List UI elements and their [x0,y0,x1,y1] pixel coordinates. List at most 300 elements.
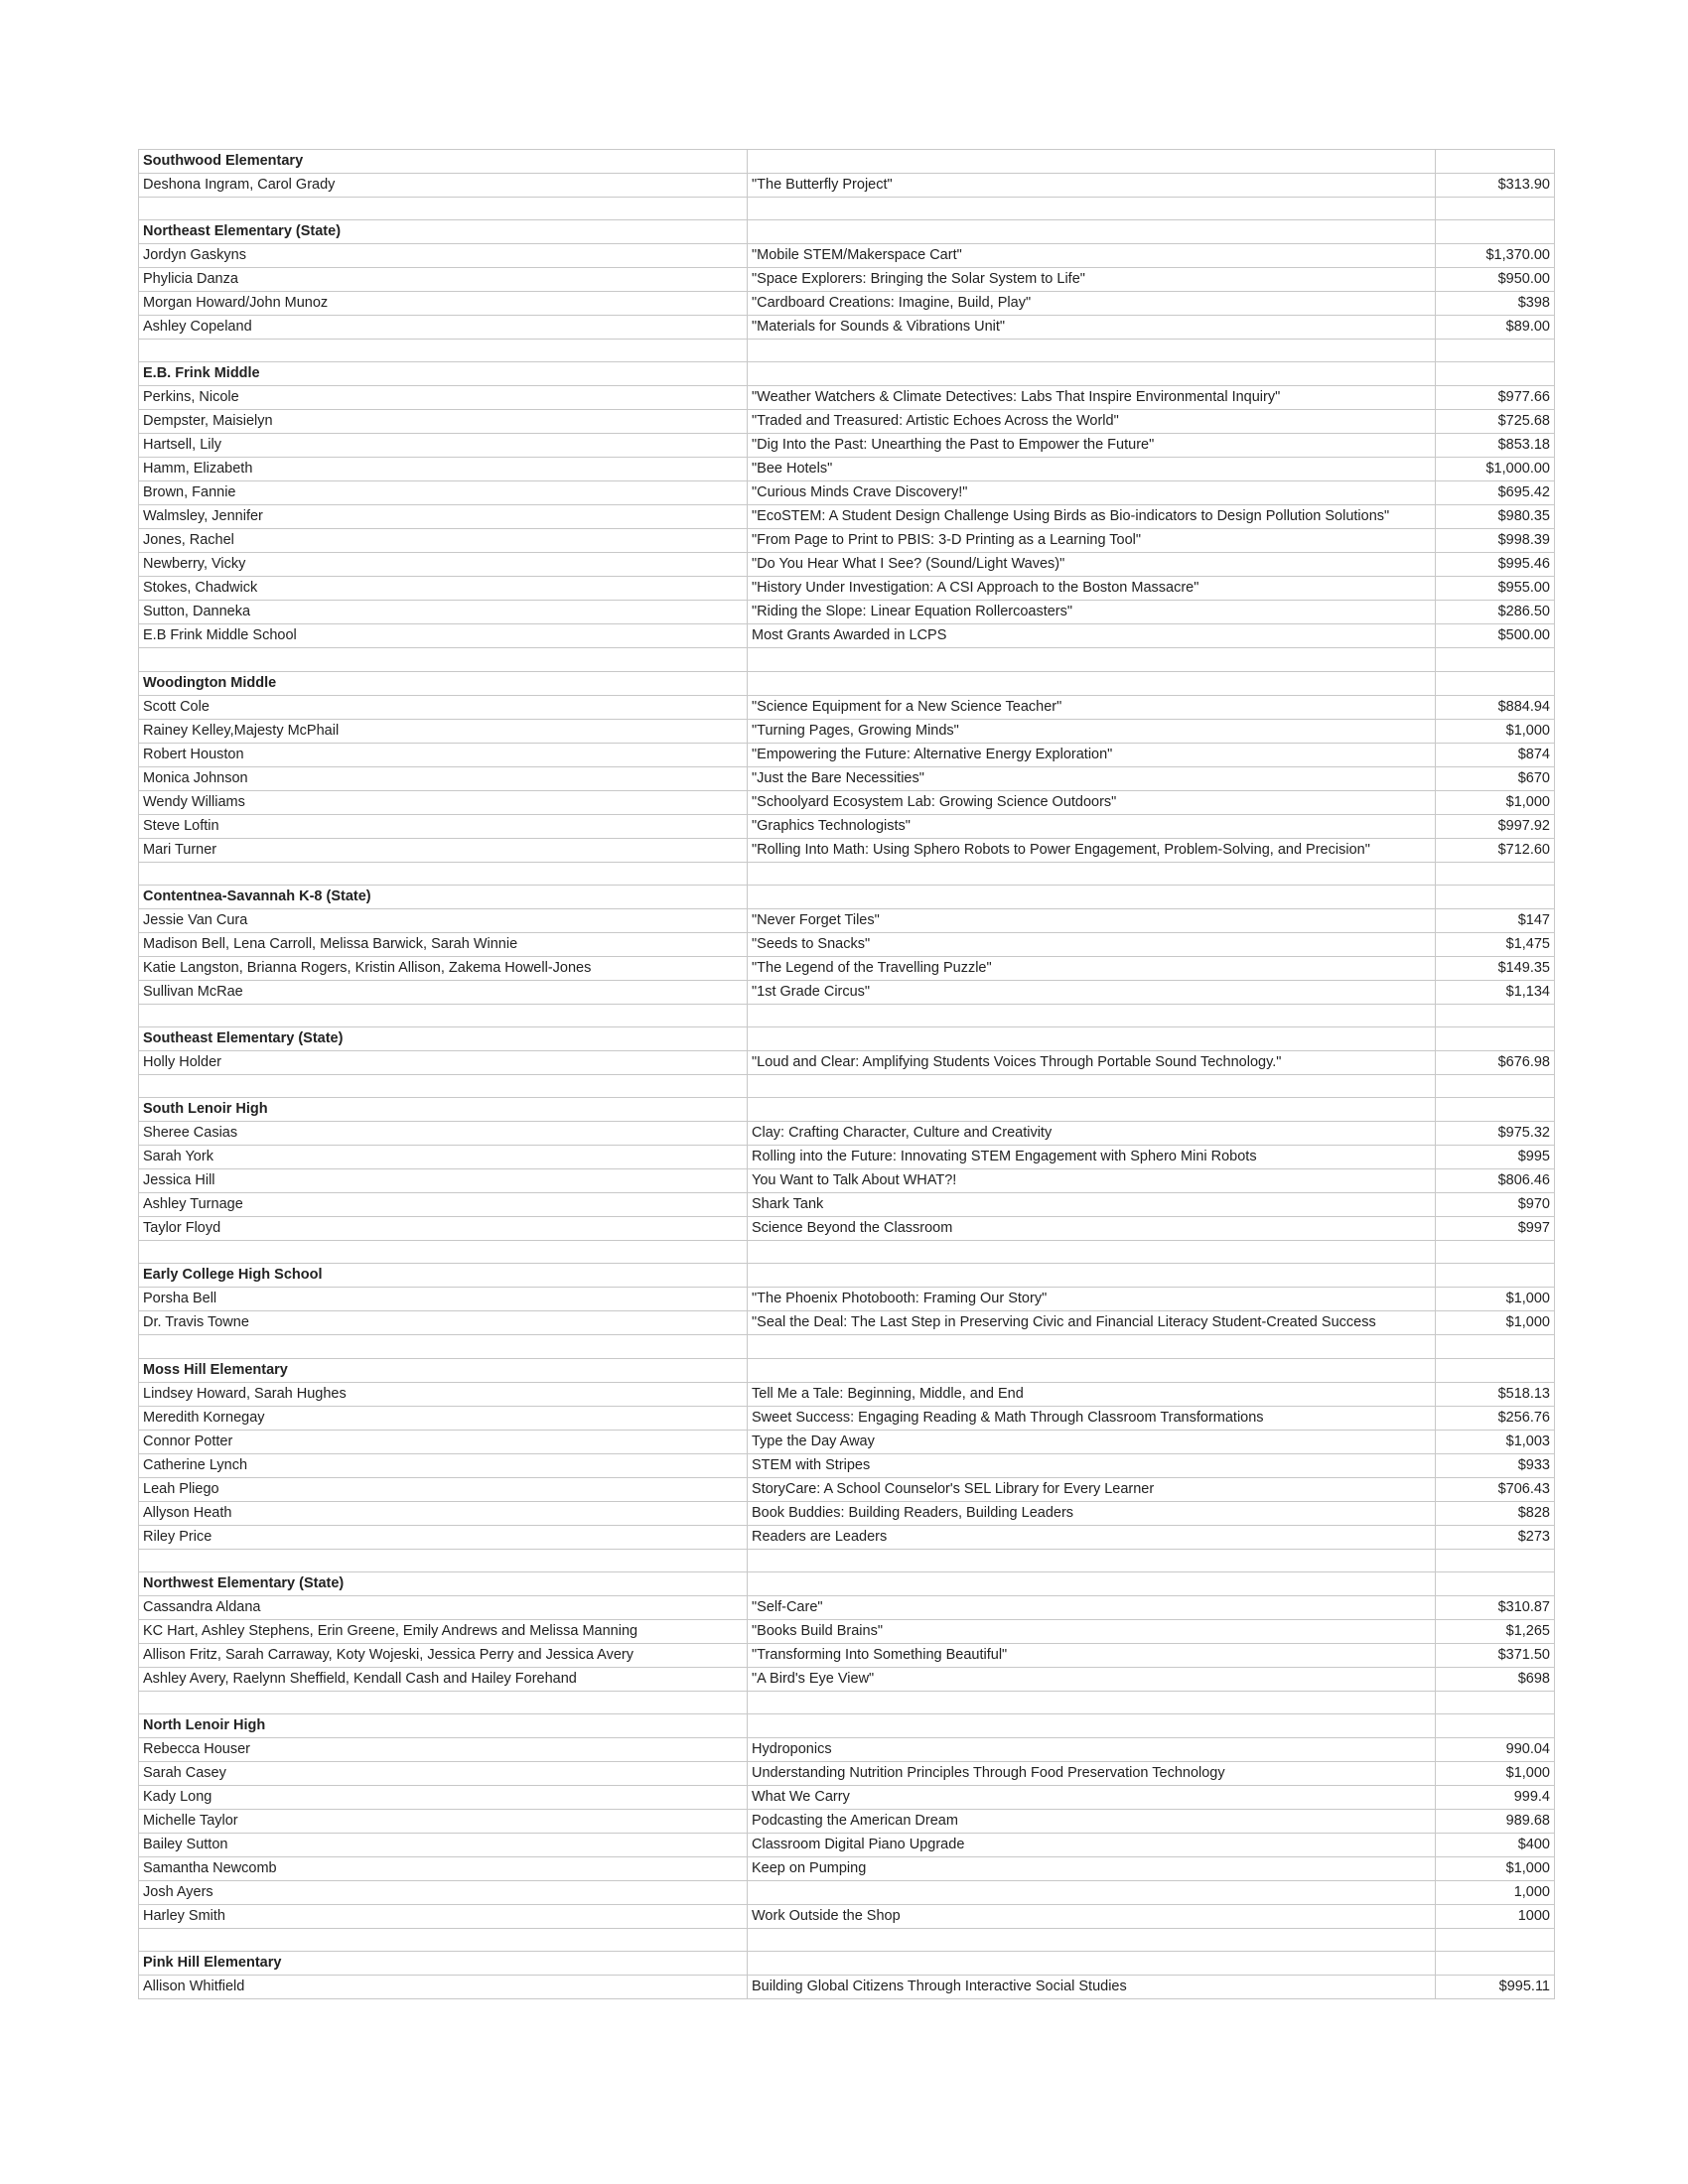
grant-amount: $670 [1436,766,1555,790]
teacher-name: Ashley Turnage [139,1193,748,1217]
empty-cell [1436,1549,1555,1571]
teacher-name: Leah Pliego [139,1477,748,1501]
empty-cell [139,1691,748,1713]
project-title: "Empowering the Future: Alternative Energy Exploration" [748,743,1436,766]
empty-cell [1436,1241,1555,1264]
grant-row [139,1809,1555,1833]
empty-cell [748,1358,1436,1382]
grant-row [139,292,1555,316]
grant-amount: $995.11 [1436,1976,1555,1999]
project-title: Understanding Nutrition Principles Through Food Preservation Technology [748,1761,1436,1785]
grant-amount: 990.04 [1436,1737,1555,1761]
empty-cell [748,1026,1436,1050]
teacher-name: Cassandra Aldana [139,1595,748,1619]
grant-amount: $933 [1436,1453,1555,1477]
grant-row [139,434,1555,458]
school-name: E.B. Frink Middle [139,362,748,386]
grant-row [139,1169,1555,1193]
project-title: Hydroponics [748,1737,1436,1761]
grant-row [139,174,1555,198]
empty-cell [748,362,1436,386]
grant-row [139,719,1555,743]
project-title: "Space Explorers: Bringing the Solar System to Life" [748,268,1436,292]
teacher-name: Monica Johnson [139,766,748,790]
grant-amount: $1,000 [1436,790,1555,814]
teacher-name: KC Hart, Ashley Stephens, Erin Greene, Emily Andrews and Melissa Manning [139,1619,748,1643]
grant-row [139,1761,1555,1785]
grant-amount: 1,000 [1436,1880,1555,1904]
grant-row [139,1525,1555,1549]
project-title: Science Beyond the Classroom [748,1217,1436,1241]
project-title: Most Grants Awarded in LCPS [748,624,1436,648]
teacher-name: Ashley Copeland [139,316,748,340]
grant-row [139,1619,1555,1643]
grant-row [139,268,1555,292]
grant-amount: 989.68 [1436,1809,1555,1833]
project-title: "Seeds to Snacks" [748,932,1436,956]
grant-amount: $400 [1436,1833,1555,1856]
teacher-name: Taylor Floyd [139,1217,748,1241]
teacher-name: Deshona Ingram, Carol Grady [139,174,748,198]
grant-amount: $980.35 [1436,505,1555,529]
teacher-name: Harley Smith [139,1904,748,1928]
empty-cell [748,1549,1436,1571]
project-title: Book Buddies: Building Readers, Building Leaders [748,1501,1436,1525]
project-title: "Transforming Into Something Beautiful" [748,1643,1436,1667]
grant-amount: 1000 [1436,1904,1555,1928]
empty-cell [748,671,1436,695]
spacer-row [139,1549,1555,1571]
grant-row [139,1737,1555,1761]
school-heading-row [139,220,1555,244]
grants-table-body [139,150,1555,1999]
teacher-name: Michelle Taylor [139,1809,748,1833]
project-title: "Dig Into the Past: Unearthing the Past to Empower the Future" [748,434,1436,458]
teacher-name: Phylicia Danza [139,268,748,292]
project-title: "The Phoenix Photobooth: Framing Our Story" [748,1288,1436,1311]
grant-row [139,1643,1555,1667]
project-title: Readers are Leaders [748,1525,1436,1549]
grant-row [139,577,1555,601]
teacher-name: Sarah York [139,1146,748,1169]
spacer-row [139,1074,1555,1097]
grant-amount: $695.42 [1436,481,1555,505]
teacher-name: Rebecca Houser [139,1737,748,1761]
grant-amount: $676.98 [1436,1050,1555,1074]
grant-row [139,743,1555,766]
project-title: Clay: Crafting Character, Culture and Creativity [748,1122,1436,1146]
empty-cell [748,1074,1436,1097]
empty-cell [1436,1074,1555,1097]
grant-amount: $997 [1436,1217,1555,1241]
grant-row [139,1122,1555,1146]
grant-amount: $995.46 [1436,553,1555,577]
grant-amount: $1,000.00 [1436,458,1555,481]
grant-amount: $970 [1436,1193,1555,1217]
school-heading-row [139,1264,1555,1288]
empty-cell [139,340,748,362]
grants-table [138,149,1555,1999]
grant-amount: $149.35 [1436,956,1555,980]
grant-amount: $1,000 [1436,1311,1555,1335]
teacher-name: Newberry, Vicky [139,553,748,577]
project-title: "1st Grade Circus" [748,980,1436,1004]
school-name: Northwest Elementary (State) [139,1571,748,1595]
grant-row [139,481,1555,505]
empty-cell [139,1241,748,1264]
spacer-row [139,862,1555,885]
grant-amount: $975.32 [1436,1122,1555,1146]
grant-amount: $371.50 [1436,1643,1555,1667]
project-title: "Seal the Deal: The Last Step in Preserving Civic and Financial Literacy Student-Created Success [748,1311,1436,1335]
empty-cell [139,1004,748,1026]
empty-cell [1436,1571,1555,1595]
project-title: "Never Forget Tiles" [748,908,1436,932]
project-title: "Materials for Sounds & Vibrations Unit" [748,316,1436,340]
teacher-name: Samantha Newcomb [139,1856,748,1880]
school-name: Southeast Elementary (State) [139,1026,748,1050]
spacer-row [139,648,1555,671]
project-title: "Just the Bare Necessities" [748,766,1436,790]
school-name: Early College High School [139,1264,748,1288]
empty-cell [1436,150,1555,174]
project-title: Podcasting the American Dream [748,1809,1436,1833]
school-name: North Lenoir High [139,1713,748,1737]
project-title: "A Bird's Eye View" [748,1667,1436,1691]
empty-cell [748,220,1436,244]
spacer-row [139,340,1555,362]
teacher-name: Steve Loftin [139,814,748,838]
grant-amount: $712.60 [1436,838,1555,862]
project-title: You Want to Talk About WHAT?! [748,1169,1436,1193]
grant-amount: $828 [1436,1501,1555,1525]
project-title: Tell Me a Tale: Beginning, Middle, and End [748,1382,1436,1406]
spacer-row [139,1004,1555,1026]
grant-row [139,601,1555,624]
empty-cell [1436,1713,1555,1737]
empty-cell [748,1004,1436,1026]
grant-row [139,1501,1555,1525]
project-title: "Riding the Slope: Linear Equation Rollercoasters" [748,601,1436,624]
grant-row [139,410,1555,434]
grant-amount: $273 [1436,1525,1555,1549]
grant-amount: $955.00 [1436,577,1555,601]
grant-row [139,1904,1555,1928]
grant-row [139,386,1555,410]
teacher-name: Catherine Lynch [139,1453,748,1477]
empty-cell [139,1928,748,1951]
grant-row [139,1382,1555,1406]
grant-amount: $1,000 [1436,1761,1555,1785]
grant-amount: $518.13 [1436,1382,1555,1406]
project-title: "Weather Watchers & Climate Detectives: Labs That Inspire Environmental Inquiry" [748,386,1436,410]
grant-amount: $806.46 [1436,1169,1555,1193]
grant-amount: $500.00 [1436,624,1555,648]
empty-cell [1436,1335,1555,1358]
grant-row [139,1833,1555,1856]
project-title: "The Butterfly Project" [748,174,1436,198]
empty-cell [748,648,1436,671]
project-title: "From Page to Print to PBIS: 3-D Printing as a Learning Tool" [748,529,1436,553]
grant-row [139,1217,1555,1241]
grant-amount: $1,475 [1436,932,1555,956]
teacher-name: Madison Bell, Lena Carroll, Melissa Barwick, Sarah Winnie [139,932,748,956]
project-title: "History Under Investigation: A CSI Approach to the Boston Massacre" [748,577,1436,601]
empty-cell [139,1335,748,1358]
project-title: "Science Equipment for a New Science Teacher" [748,695,1436,719]
empty-cell [139,1074,748,1097]
empty-cell [1436,1358,1555,1382]
grant-row [139,244,1555,268]
project-title: "Traded and Treasured: Artistic Echoes Across the World" [748,410,1436,434]
empty-cell [1436,1004,1555,1026]
project-title: "The Legend of the Travelling Puzzle" [748,956,1436,980]
grant-amount: $725.68 [1436,410,1555,434]
project-title: "Bee Hotels" [748,458,1436,481]
teacher-name: Katie Langston, Brianna Rogers, Kristin Allison, Zakema Howell-Jones [139,956,748,980]
teacher-name: Robert Houston [139,743,748,766]
project-title: "Mobile STEM/Makerspace Cart" [748,244,1436,268]
project-title: "Turning Pages, Growing Minds" [748,719,1436,743]
teacher-name: Allyson Heath [139,1501,748,1525]
grant-amount: $853.18 [1436,434,1555,458]
grant-row [139,1976,1555,1999]
grant-amount: $1,134 [1436,980,1555,1004]
teacher-name: Allison Whitfield [139,1976,748,1999]
teacher-name: Stokes, Chadwick [139,577,748,601]
teacher-name: Mari Turner [139,838,748,862]
grant-row [139,1880,1555,1904]
grant-row [139,838,1555,862]
empty-cell [748,1264,1436,1288]
empty-cell [748,1928,1436,1951]
empty-cell [748,340,1436,362]
grant-row [139,553,1555,577]
spacer-row [139,198,1555,220]
empty-cell [1436,198,1555,220]
teacher-name: E.B Frink Middle School [139,624,748,648]
grant-amount: $310.87 [1436,1595,1555,1619]
empty-cell [1436,648,1555,671]
project-title: Classroom Digital Piano Upgrade [748,1833,1436,1856]
grant-row [139,695,1555,719]
project-title: "Rolling Into Math: Using Sphero Robots to Power Engagement, Problem-Solving, and Precision" [748,838,1436,862]
grant-amount: $706.43 [1436,1477,1555,1501]
school-name: Moss Hill Elementary [139,1358,748,1382]
teacher-name: Josh Ayers [139,1880,748,1904]
grant-row [139,1050,1555,1074]
empty-cell [1436,1928,1555,1951]
grant-amount: $89.00 [1436,316,1555,340]
project-title: "Graphics Technologists" [748,814,1436,838]
empty-cell [748,1713,1436,1737]
empty-cell [139,198,748,220]
school-heading-row [139,1098,1555,1122]
empty-cell [748,1335,1436,1358]
grant-row [139,1667,1555,1691]
teacher-name: Jones, Rachel [139,529,748,553]
project-title: "Self-Care" [748,1595,1436,1619]
project-title: What We Carry [748,1785,1436,1809]
grant-row [139,790,1555,814]
project-title: Keep on Pumping [748,1856,1436,1880]
teacher-name: Porsha Bell [139,1288,748,1311]
empty-cell [1436,671,1555,695]
grant-row [139,1595,1555,1619]
teacher-name: Hartsell, Lily [139,434,748,458]
school-name: Pink Hill Elementary [139,1952,748,1976]
project-title: Shark Tank [748,1193,1436,1217]
teacher-name: Dr. Travis Towne [139,1311,748,1335]
grant-row [139,956,1555,980]
grant-row [139,814,1555,838]
project-title: "Books Build Brains" [748,1619,1436,1643]
grant-row [139,1430,1555,1453]
grant-amount: 999.4 [1436,1785,1555,1809]
teacher-name: Hamm, Elizabeth [139,458,748,481]
teacher-name: Dempster, Maisielyn [139,410,748,434]
grant-row [139,1453,1555,1477]
project-title: "Do You Hear What I See? (Sound/Light Waves)" [748,553,1436,577]
empty-cell [748,1571,1436,1595]
empty-cell [748,1952,1436,1976]
empty-cell [748,885,1436,908]
school-name: South Lenoir High [139,1098,748,1122]
teacher-name: Holly Holder [139,1050,748,1074]
grant-row [139,1311,1555,1335]
empty-cell [139,648,748,671]
grant-row [139,766,1555,790]
grant-amount: $1,000 [1436,1288,1555,1311]
grant-amount: $286.50 [1436,601,1555,624]
empty-cell [139,1549,748,1571]
grant-amount: $1,003 [1436,1430,1555,1453]
teacher-name: Jordyn Gaskyns [139,244,748,268]
project-title: "Loud and Clear: Amplifying Students Voices Through Portable Sound Technology." [748,1050,1436,1074]
grant-amount: $998.39 [1436,529,1555,553]
project-title: StoryCare: A School Counselor's SEL Library for Every Learner [748,1477,1436,1501]
grant-amount: $1,370.00 [1436,244,1555,268]
grant-row [139,1193,1555,1217]
spacer-row [139,1691,1555,1713]
project-title: Rolling into the Future: Innovating STEM Engagement with Sphero Mini Robots [748,1146,1436,1169]
project-title [748,1880,1436,1904]
grant-amount: $1,000 [1436,719,1555,743]
project-title: Building Global Citizens Through Interactive Social Studies [748,1976,1436,1999]
school-heading-row [139,885,1555,908]
grant-row [139,1406,1555,1430]
grant-row [139,932,1555,956]
teacher-name: Sutton, Danneka [139,601,748,624]
teacher-name: Perkins, Nicole [139,386,748,410]
project-title: "Curious Minds Crave Discovery!" [748,481,1436,505]
grant-row [139,980,1555,1004]
grant-row [139,1146,1555,1169]
grant-amount: $398 [1436,292,1555,316]
teacher-name: Lindsey Howard, Sarah Hughes [139,1382,748,1406]
empty-cell [748,1691,1436,1713]
project-title: Type the Day Away [748,1430,1436,1453]
project-title: Work Outside the Shop [748,1904,1436,1928]
empty-cell [1436,885,1555,908]
grant-amount: $884.94 [1436,695,1555,719]
school-heading-row [139,671,1555,695]
grant-amount: $950.00 [1436,268,1555,292]
teacher-name: Jessica Hill [139,1169,748,1193]
project-title: "EcoSTEM: A Student Design Challenge Using Birds as Bio-indicators to Design Pollution Solutions" [748,505,1436,529]
empty-cell [139,862,748,885]
school-heading-row [139,1713,1555,1737]
grant-row [139,908,1555,932]
spacer-row [139,1335,1555,1358]
school-name: Contentnea-Savannah K-8 (State) [139,885,748,908]
grant-amount: $313.90 [1436,174,1555,198]
teacher-name: Riley Price [139,1525,748,1549]
grant-row [139,505,1555,529]
project-title: "Cardboard Creations: Imagine, Build, Play" [748,292,1436,316]
empty-cell [748,1098,1436,1122]
teacher-name: Connor Potter [139,1430,748,1453]
empty-cell [1436,1026,1555,1050]
grant-row [139,458,1555,481]
grant-amount: $147 [1436,908,1555,932]
project-title: STEM with Stripes [748,1453,1436,1477]
empty-cell [1436,1264,1555,1288]
teacher-name: Sheree Casias [139,1122,748,1146]
empty-cell [748,198,1436,220]
teacher-name: Morgan Howard/John Munoz [139,292,748,316]
grant-row [139,624,1555,648]
teacher-name: Brown, Fannie [139,481,748,505]
teacher-name: Sarah Casey [139,1761,748,1785]
empty-cell [1436,862,1555,885]
school-name: Woodington Middle [139,671,748,695]
grant-row [139,529,1555,553]
teacher-name: Ashley Avery, Raelynn Sheffield, Kendall Cash and Hailey Forehand [139,1667,748,1691]
grant-amount: $1,000 [1436,1856,1555,1880]
empty-cell [1436,340,1555,362]
school-heading-row [139,150,1555,174]
empty-cell [748,1241,1436,1264]
empty-cell [1436,1691,1555,1713]
empty-cell [1436,1098,1555,1122]
teacher-name: Jessie Van Cura [139,908,748,932]
school-heading-row [139,1952,1555,1976]
grant-amount: $977.66 [1436,386,1555,410]
empty-cell [1436,1952,1555,1976]
spacer-row [139,1928,1555,1951]
school-heading-row [139,1026,1555,1050]
teacher-name: Rainey Kelley,Majesty McPhail [139,719,748,743]
teacher-name: Allison Fritz, Sarah Carraway, Koty Wojeski, Jessica Perry and Jessica Avery [139,1643,748,1667]
empty-cell [748,150,1436,174]
grant-amount: $997.92 [1436,814,1555,838]
empty-cell [1436,362,1555,386]
grant-amount: $995 [1436,1146,1555,1169]
grant-amount: $874 [1436,743,1555,766]
grant-row [139,1477,1555,1501]
grant-row [139,1856,1555,1880]
project-title: "Schoolyard Ecosystem Lab: Growing Science Outdoors" [748,790,1436,814]
school-heading-row [139,1571,1555,1595]
school-name: Northeast Elementary (State) [139,220,748,244]
school-heading-row [139,362,1555,386]
teacher-name: Scott Cole [139,695,748,719]
empty-cell [748,862,1436,885]
teacher-name: Walmsley, Jennifer [139,505,748,529]
school-name: Southwood Elementary [139,150,748,174]
spacer-row [139,1241,1555,1264]
